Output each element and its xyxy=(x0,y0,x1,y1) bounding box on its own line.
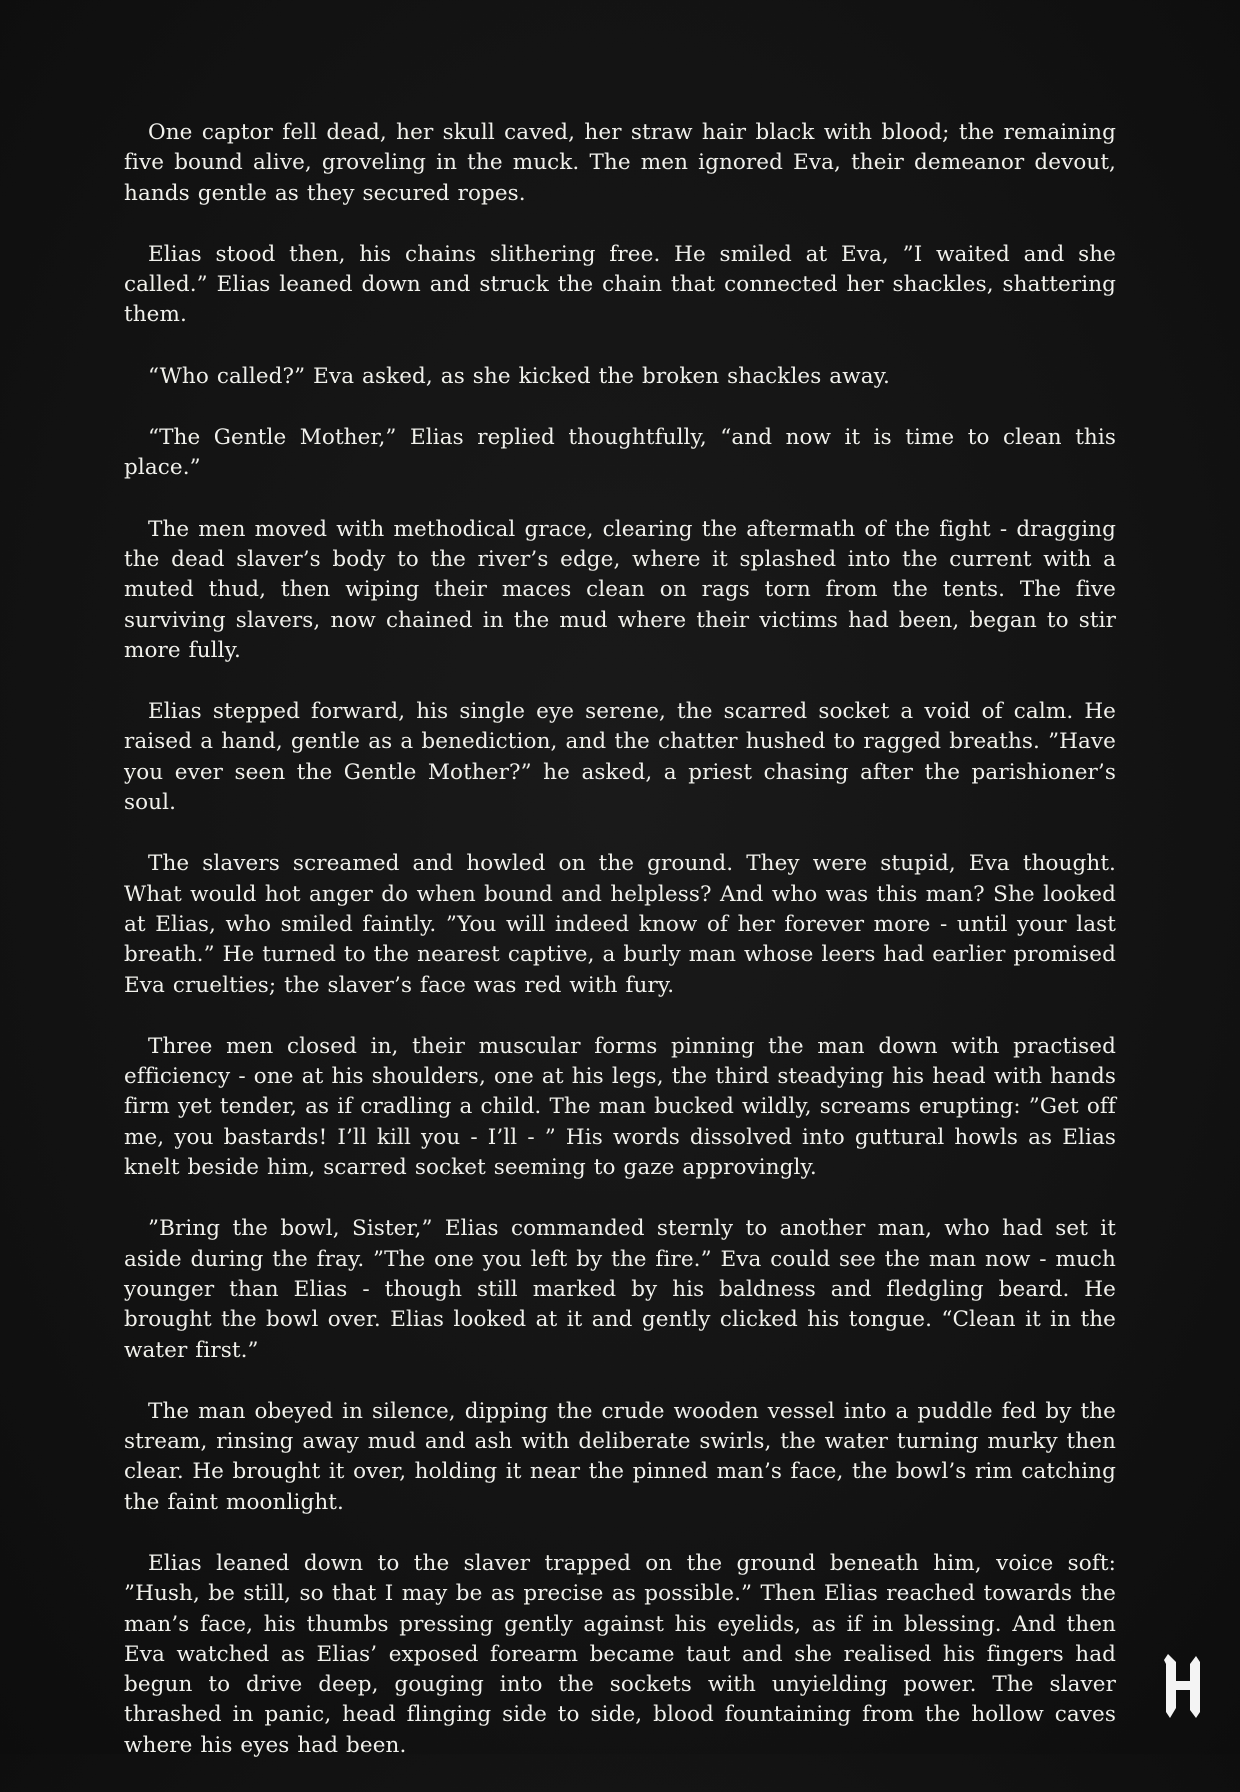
paragraph: Elias stood then, his chains slithering free. He smiled at Eva, ”I waited and she called.” Elias leaned down and struck the chain that connected her shackles, shattering them. xyxy=(124,241,1116,328)
paragraph: The man obeyed in silence, dipping the crude wooden vessel into a puddle fed by the stream, rinsing away mud and ash with deliberate swirls, the water turning murky then clear. He brought it over, holding it near the pinned man’s face, the bowl’s rim catching the faint moonlight. xyxy=(124,1398,1116,1515)
paragraph: The slavers screamed and howled on the ground. They were stupid, Eva thought. What would hot anger do when bound and helpless? And who was this man? She looked at Elias, who smiled faintly. ”You will indeed know of her forever more - until your last breath.” He turned to the nearest captive, a burly man whose leers had earlier promised Eva cruelties; the slaver’s face was red with fury. xyxy=(124,851,1116,998)
paragraph: The men moved with methodical grace, clearing the aftermath of the fight - dragging the dead slaver’s body to the river’s edge, where it splashed into the current with a muted thud, then wiping their maces clean on rags torn from the tents. The five surviving slavers, now chained in the mud where their victims had been, began to stir more fully. xyxy=(124,516,1116,663)
paragraph: “The Gentle Mother,” Elias replied thoughtfully, “and now it is time to clean this place.” xyxy=(124,425,1116,481)
paragraph: Elias leaned down to the slaver trapped on the ground beneath him, voice soft: ”Hush, be still, so that I may be as precise as possible.” Then Elias reached towards the man’s face, his thumbs pressing gently against his eyelids, as if in blessing. And then Eva watched as Elias’ exposed forearm became taut and she realised his fingers had begun to drive deep, gouging into the sockets with unyielding power. The slaver thrashed in panic, head flinging side to side, blood fountaining from the hollow caves where his eyes had been. xyxy=(124,1550,1116,1758)
paragraph: Three men closed in, their muscular forms pinning the man down with practised efficiency - one at his shoulders, one at his legs, the third steadying his head with hands firm yet tender, as if cradling a child. The man bucked wildly, screams erupting: ”Get off me, you bastards! I’ll kill you - I’ll - ” His words dissolved into guttural howls as Elias knelt beside him, scarred socket seeming to gaze approvingly. xyxy=(124,1033,1116,1181)
paragraph: “Who called?” Eva asked, as she kicked the broken shackles away. xyxy=(148,363,890,389)
document-body xyxy=(124,118,1116,1792)
paragraph: Elias stepped forward, his single eye serene, the scarred socket a void of calm. He raised a hand, gentle as a benediction, and the chatter hushed to ragged breaths. ”Have you ever seen the Gentle Mother?” he asked, a priest chasing after the parishioner’s soul. xyxy=(124,699,1116,816)
paragraph: ”Bring the bowl, Sister,” Elias commanded sternly to another man, who had set it aside during the fray. ”The one you left by the fire.” Eva could see the man now - much younger than Elias - though still marked by his baldness and fledgling beard. He brought the bowl over. Elias looked at it and gently clicked his tongue. “Clean it in the water first.” xyxy=(124,1216,1116,1363)
h-logo-icon xyxy=(1162,1652,1206,1720)
paragraph: One captor fell dead, her skull caved, her straw hair black with blood; the remaining five bound alive, groveling in the muck. The men ignored Eva, their demeanor devout, hands gentle as they secured ropes. xyxy=(124,120,1116,206)
